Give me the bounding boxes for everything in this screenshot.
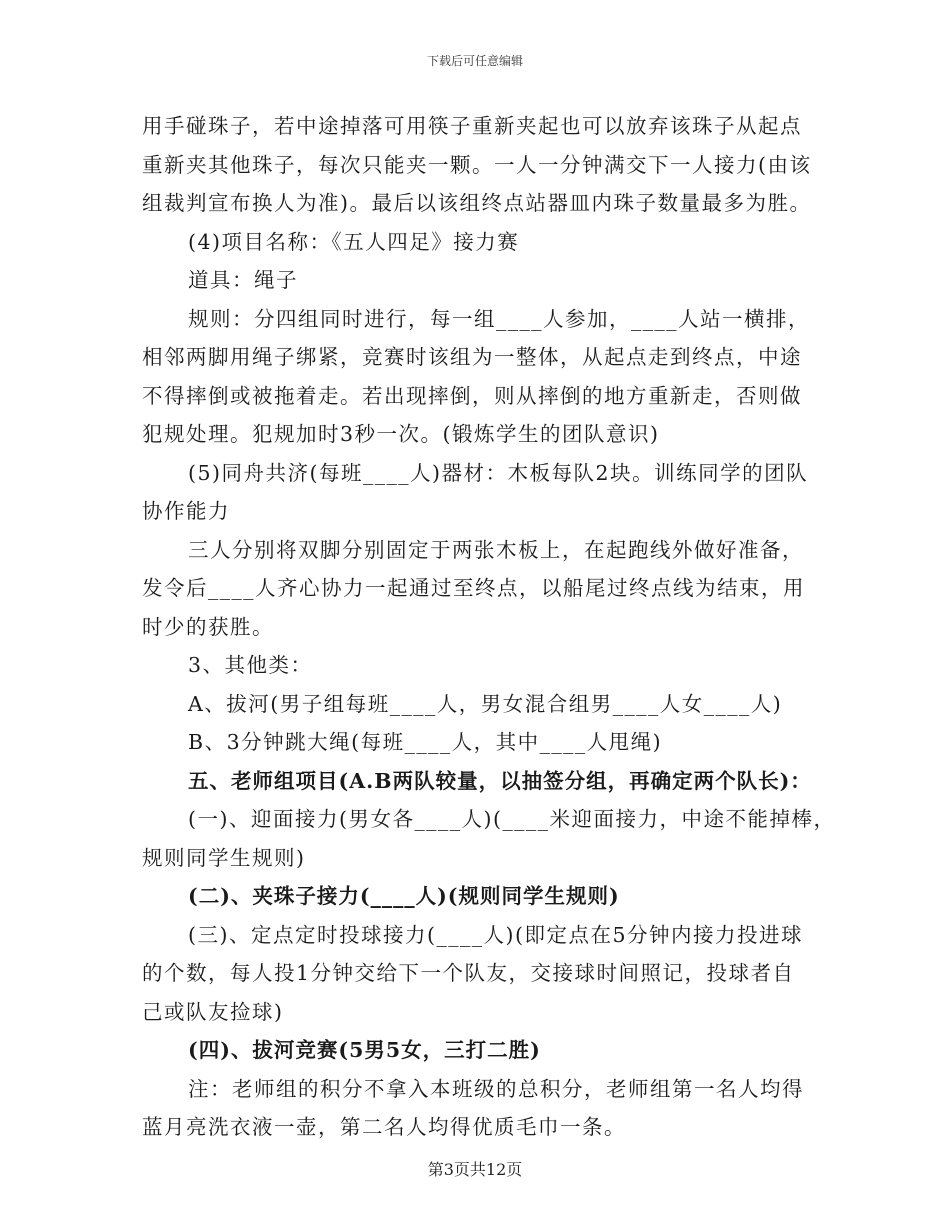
body-line: A、拔河(男子组每班____人，男女混合组男____人女____人)	[188, 692, 783, 716]
page-footer: 第3页共12页	[427, 1160, 523, 1179]
body-line: B、3分钟跳大绳(每班____人，其中____人甩绳)	[188, 730, 663, 754]
body-line: 三人分别将双脚分别固定于两张木板上，在起跑线外做好准备，	[188, 538, 804, 562]
page-header: 下载后可任意编辑	[426, 54, 523, 68]
body-line: 规则：分四组同时进行，每一组____人参加，____人站一横排，	[188, 307, 810, 331]
item-heading: (二)、夹珠子接力(____人)(规则同学生规则)	[188, 884, 620, 908]
item-heading: (4)项目名称：《五人四足》接力赛	[188, 230, 520, 254]
body-line: 规则同学生规则)	[142, 846, 306, 870]
body-line: (三)、定点定时投球接力(____人)(即定点在5分钟内接力投进球	[188, 923, 804, 947]
body-line: 道具：绳子	[188, 268, 298, 292]
body-line: (一)、迎面接力(男女各____人)(____米迎面接力，中途不能掉棒，	[188, 807, 836, 831]
item-heading: (四)、拔河竞赛(5男5女，三打二胜)	[188, 1038, 541, 1062]
body-line: 协作能力	[142, 499, 230, 523]
body-line: 注：老师组的积分不拿入本班级的总积分，老师组第一名人均得	[188, 1077, 804, 1101]
section-heading: 3、其他类：	[188, 653, 313, 677]
body-line: 己或队友捡球)	[142, 1000, 284, 1024]
body-line: 的个数，每人投1分钟交给下一个队友，交接球时间照记，投球者自	[142, 961, 795, 985]
body-line: 不得摔倒或被拖着走。若出现摔倒，则从摔倒的地方重新走，否则做	[142, 384, 802, 408]
item-heading: (5)同舟共济(每班____人)器材：木板每队2块。训练同学的团队	[188, 461, 809, 485]
body-line: 组裁判宣布换人为准)。最后以该组终点站器皿内珠子数量最多为胜。	[142, 191, 812, 215]
body-line: 犯规处理。犯规加时3秒一次。(锻炼学生的团队意识)	[142, 422, 660, 446]
body-line: 蓝月亮洗衣液一壶，第二名人均得优质毛巾一条。	[142, 1115, 626, 1139]
body-line: 用手碰珠子，若中途掉落可用筷子重新夹起也可以放弃该珠子从起点	[142, 114, 802, 138]
section-heading: 五、老师组项目(A.B两队较量，以抽签分组，再确定两个队长)：	[188, 769, 812, 793]
body-line: 相邻两脚用绳子绑紧，竞赛时该组为一整体，从起点走到终点，中途	[142, 345, 802, 369]
body-line: 重新夹其他珠子，每次只能夹一颗。一人一分钟满交下一人接力(由该	[142, 153, 812, 177]
body-line: 时少的获胜。	[142, 615, 274, 639]
body-line: 发令后____人齐心协力一起通过至终点，以船尾过终点线为结束，用	[142, 576, 805, 600]
